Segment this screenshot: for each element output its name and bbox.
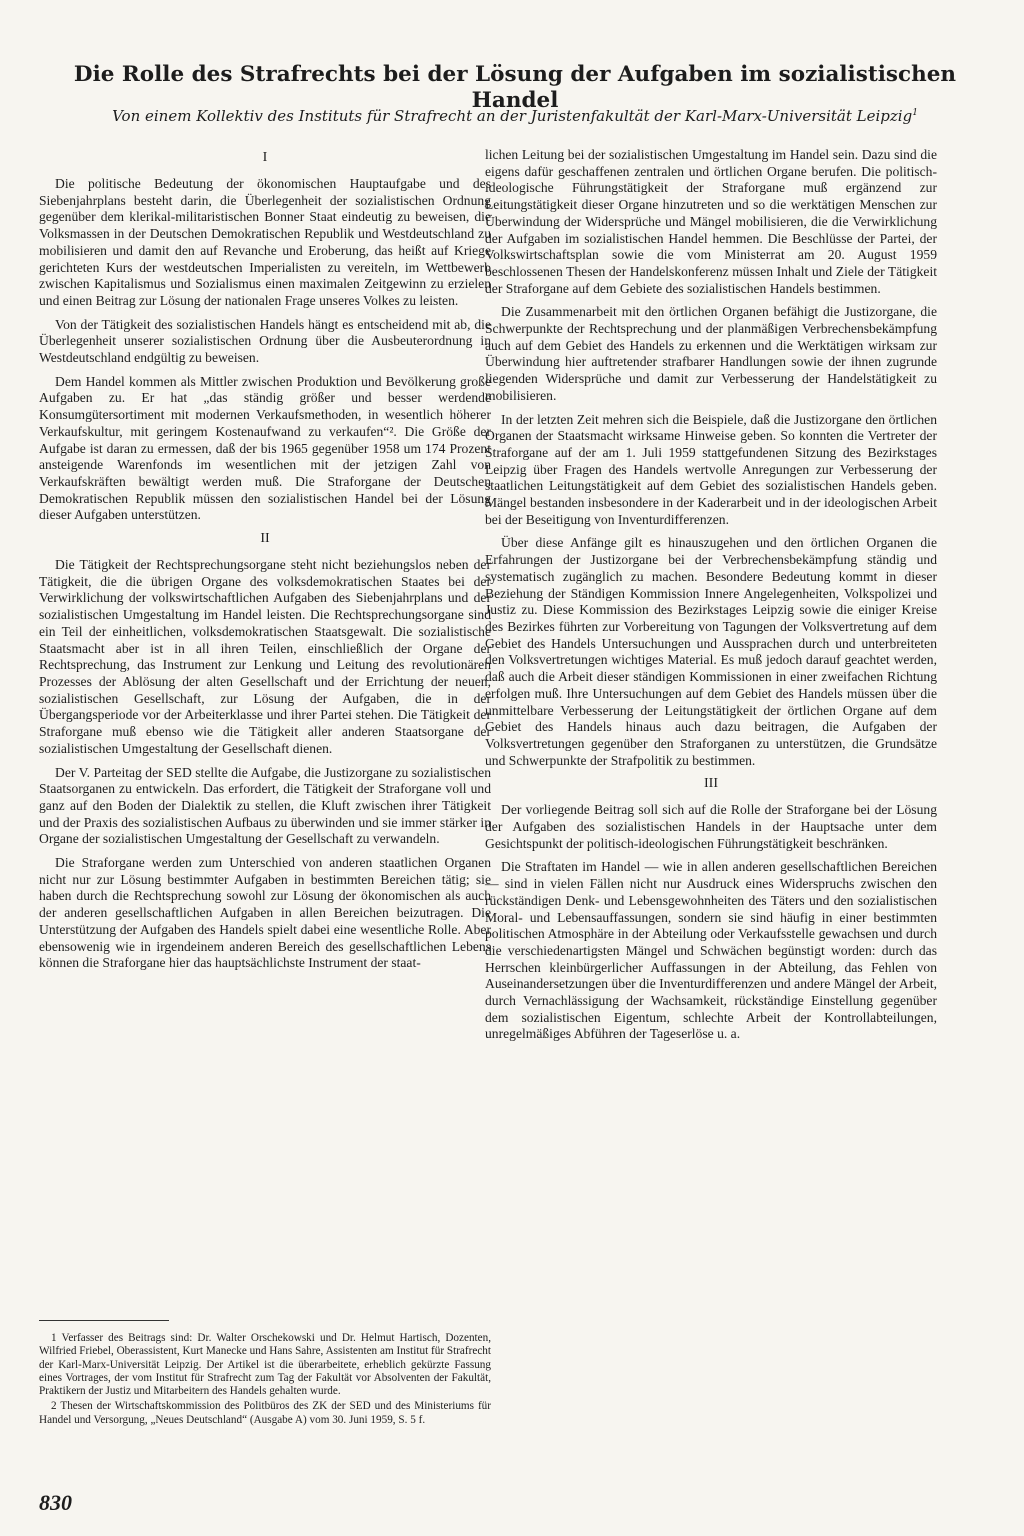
paragraph: Die politische Bedeutung der ökonomischen Hauptaufgabe und des Siebenjahrplans besteht darin, die Überlegenheit der sozialistischen Ordnung gegenüber dem klerikal-militaristischen Bonner Staat eindeutig zu beweisen, die Volksmassen in der Deutschen Demokratischen Republik und Westdeutschland zu mobilisieren und damit den auf Revanche und Eroberung, das heißt auf Kriege gerichteten Kurs der westdeutschen Imperialisten zu vereiteln, im Wettbewerb zwischen Kapitalismus und Sozialismus einen maximalen Zeitgewinn zu erzielen und einen Beitrag zur Lösung der nationalen Frage unseres Volkes zu leisten. <box>39 176 491 308</box>
paragraph: Die Straftaten im Handel — wie in allen anderen gesellschaftlichen Bereichen — sind in vielen Fällen nicht nur Ausdruck eines Widerspruchs zwischen den rückständigen Denk- und Lebensgewohnheiten des Täters und den sozialistischen Moral- und Lebensauffassungen, sondern sie sind häufig in einer bestimmten politischen Atmosphäre in der Abteilung oder Verkaufsstelle gewachsen und durch die verschiedenartigsten Mängel und Schwächen begünstigt worden: durch das Herrschen kleinbürgerlicher Auffassungen in der Abteilung, das Fehlen von Auseinandersetzungen über die Inventurdifferenzen und andere Mängel der Arbeit, durch Vernachlässigung der Wachsamkeit, rückständige Einstellung gegenüber dem sozialistischen Eigentum, schlechte Arbeit der Kontrollabteilungen, unregelmäßiges Abführen der Tageserlöse u. a. <box>485 859 937 1042</box>
paragraph: Die Straforgane werden zum Unterschied von anderen staatlichen Organen nicht nur zur Lösung bestimmter Aufgaben in bestimmten Bereichen tätig; sie haben durch die Rechtsprechung sowohl zur Lösung der ökonomischen als auch der anderen gesellschaftlichen Aufgaben in allen Bereichen beizutragen. Die Unterstützung der Aufgaben des Handels spielt dabei eine wesentliche Rolle. Aber ebensowenig wie in irgendeinem anderen Bereich des gesellschaftlichen Lebens können die Straforgane hier das hauptsächlichste Instrument der staat- <box>39 855 491 971</box>
section-heading-1: I <box>262 150 268 165</box>
paragraph: Über diese Anfänge gilt es hinauszugehen und den örtlichen Organen die Erfahrungen der Justizorgane bei der Verbrechensbekämpfung ständig und systematisch zugänglich zu machen. Besondere Bedeutung kommt in dieser Beziehung der Ständigen Kommission Innere Angelegenheiten, Volkspolizei und Justiz zu. Diese Kommission des Bezirkstages Leipzig sowie die einiger Kreise des Bezirkes führten zur Vorbereitung von Tagungen der Volksvertretung auf dem Gebiet des Handels Untersuchungen und Aussprachen durch und unterbreiteten den Volksvertretungen wichtiges Material. Es muß jedoch darauf geachtet werden, daß auch die Arbeit dieser ständigen Kommissionen in einer zweifachen Richtung erfolgen muß. Ihre Untersuchungen auf dem Gebiet des Handels müssen über die unmittelbare Verbesserung der Leitungstätigkeit der örtlichen Organe auf dem Gebiet des Handels hinaus auch dazu beitragen, die Aufgaben der Volksvertretungen gegenüber den Straforganen zu unterstützen, die Grundsätze und Schwerpunkte der Strafpolitik zu bestimmen. <box>485 535 937 768</box>
paragraph: Der vorliegende Beitrag soll sich auf die Rolle der Straforgane bei der Lösung der Aufgaben des sozialistischen Handels in der Hauptsache unter dem Gesichtspunkt der politisch-ideologischen Führungstätigkeit beschränken. <box>485 802 937 851</box>
right-column <box>485 147 937 1050</box>
footnote-divider <box>39 1320 169 1321</box>
page-number: 830 <box>39 1490 72 1515</box>
article-subtitle <box>40 103 990 126</box>
paragraph: Dem Handel kommen als Mittler zwischen Produktion und Bevölkerung große Aufgaben zu. Er hat „das ständig größer und besser werdende Konsumgütersortiment mit modernen Verkaufsmethoden, in wesentlich höherer Verkaufskultur, mit geringem Kostenaufwand zu verkaufen“². Die Größe der Aufgabe ist daran zu ermessen, daß der bis 1965 gegenüber 1958 um 174 Prozent ansteigende Warenfonds im wesentlichen mit der jetzigen Zahl von Verkaufskräften bewältigt werden muß. Die Straforgane der Deutschen Demokratischen Republik müssen den sozialistischen Handel bei der Lösung dieser Aufgaben unterstützen. <box>39 373 491 523</box>
left-column <box>39 144 491 979</box>
subtitle-footnote-marker: 1 <box>912 108 918 118</box>
paragraph: Von der Tätigkeit des sozialistischen Handels hängt es entscheidend mit ab, die Überlegenheit unserer sozialistischen Ordnung über die Ausbeuterordnung in Westdeutschland endgültig zu beweisen. <box>39 316 491 366</box>
article-title: Die Rolle des Strafrechts bei der Lösung der Aufgaben im sozialistischen Handel <box>73 62 957 113</box>
paragraph: Die Tätigkeit der Rechtsprechungsorgane steht nicht beziehungslos neben der Tätigkeit, die die übrigen Organe des volksdemokratischen Staates bei der Verwirklichung der volkswirtschaftlichen Aufgaben des Siebenjahrplans und der sozialistischen Umgestaltung im Handel leisten. Die Rechtsprechungsorgane sind ein Teil der einheitlichen, volksdemokratischen Staatsgewalt. Die sozialistische Staatsmacht aber ist in all ihren Teilen, einschließlich der Organe der Rechtsprechung, das Instrument zur Lenkung und Leitung des revolutionären Prozesses der Ablösung der alten Gesellschaft und der Errichtung der neuen, sozialistischen Gesellschaft, zur Lösung der Aufgaben, die in der Übergangsperiode vor der Arbeiterklasse und ihrer Partei stehen. Die Tätigkeit der Straforgane muß ebenso wie die Tätigkeit aller anderen Staatsorgane der sozialistischen Umgestaltung der Gesellschaft dienen. <box>39 557 491 756</box>
paragraph: In der letzten Zeit mehren sich die Beispiele, daß die Justizorgane den örtlichen Organen der Staatsmacht wirksame Hinweise geben. So konnten die Vertreter der Straforgane auf der am 1. Juli 1959 stattgefundenen Sitzung des Bezirkstages Leipzig über Fragen des Handels wertvolle Anregungen zur Verbesserung der staatlichen Leitungstätigkeit auf dem Gebiet des sozialistischen Handels geben. Mängel bestanden insbesondere in der Kaderarbeit und in der ideologischen Arbeit bei der Beseitigung von Inventurdifferenzen. <box>485 411 937 527</box>
subtitle-text: Von einem Kollektiv des Instituts für Strafrecht an der Juristenfakultät der Karl-Marx-Universität Leipzig <box>112 107 913 125</box>
paragraph: Die Zusammenarbeit mit den örtlichen Organen befähigt die Justizorgane, die Schwerpunkte der Rechtsprechung und der planmäßigen Verbrechensbekämpfung auch auf dem Gebiet des Handels zu erkennen und die Werktätigen wirksam zur Überwindung hier auftretender strafbarer Handlungen sowie der ihnen zugrunde liegenden Widersprüche und damit zur Verbesserung der Handelstätigkeit zu mobilisieren. <box>485 304 937 403</box>
footnotes <box>39 1332 491 1429</box>
paragraph: Der V. Parteitag der SED stellte die Aufgabe, die Justizorgane zu sozialistischen Staatsorganen zu entwickeln. Das erfordert, die Tätigkeit der Straforgane voll und ganz auf den Boden der Dialektik zu stellen, die Kluft zwischen ihrer Tätigkeit und der Praxis des sozialistischen Aufbaus zu überwinden und sie immer stärker in Organe der sozialistischen Umgestaltung der Gesellschaft zu verwandeln. <box>39 764 491 847</box>
footnote: 2 Thesen der Wirtschaftskommission des Politbüros des ZK der SED und des Ministeriums für Handel und Versorgung, „Neues Deutschland“ (Ausgabe A) vom 30. Juni 1959, S. 5 f. <box>39 1400 491 1426</box>
section-heading-3: III <box>704 776 718 792</box>
paragraph: lichen Leitung bei der sozialistischen Umgestaltung im Handel sein. Dazu sind die eigens dafür geschaffenen zentralen und örtlichen Organe berufen. Die politisch-ideologische Führungstätigkeit der Straforgane muß ergänzend zur Leitungstätigkeit dieser Organe hinzutreten und so die werktätigen Menschen zur Überwindung der Widersprüche und Mängel mobilisieren, die die Verwirklichung der Aufgaben im sozialistischen Handel hemmen. Die Beschlüsse der Partei, der Volkswirtschaftsplan sowie die vom Ministerrat am 20. August 1959 beschlossenen Thesen der Handelskonferenz müssen Inhalt und Ziele der Tätigkeit der Straforgane auf dem Gebiete des sozialistischen Handels bestimmen. <box>485 147 937 296</box>
footnote: 1 Verfasser des Beitrags sind: Dr. Walter Orschekowski und Dr. Helmut Hartisch, Dozenten, Wilfried Friebel, Oberassistent, Kurt Manecke und Hans Sahre, Assistenten am Institut für Strafrecht der Karl-Marx-Universität Leipzig. Der Artikel ist die überarbeitete, erheblich gekürzte Fassung eines Vortrages, der vom Institut für Strafrecht zum Tag der Fakultät vor Absolventen der Fakultät, Praktikern der Justiz und Mitarbeitern des Handels gehalten wurde. <box>39 1332 491 1398</box>
section-heading-2: II <box>260 531 270 547</box>
